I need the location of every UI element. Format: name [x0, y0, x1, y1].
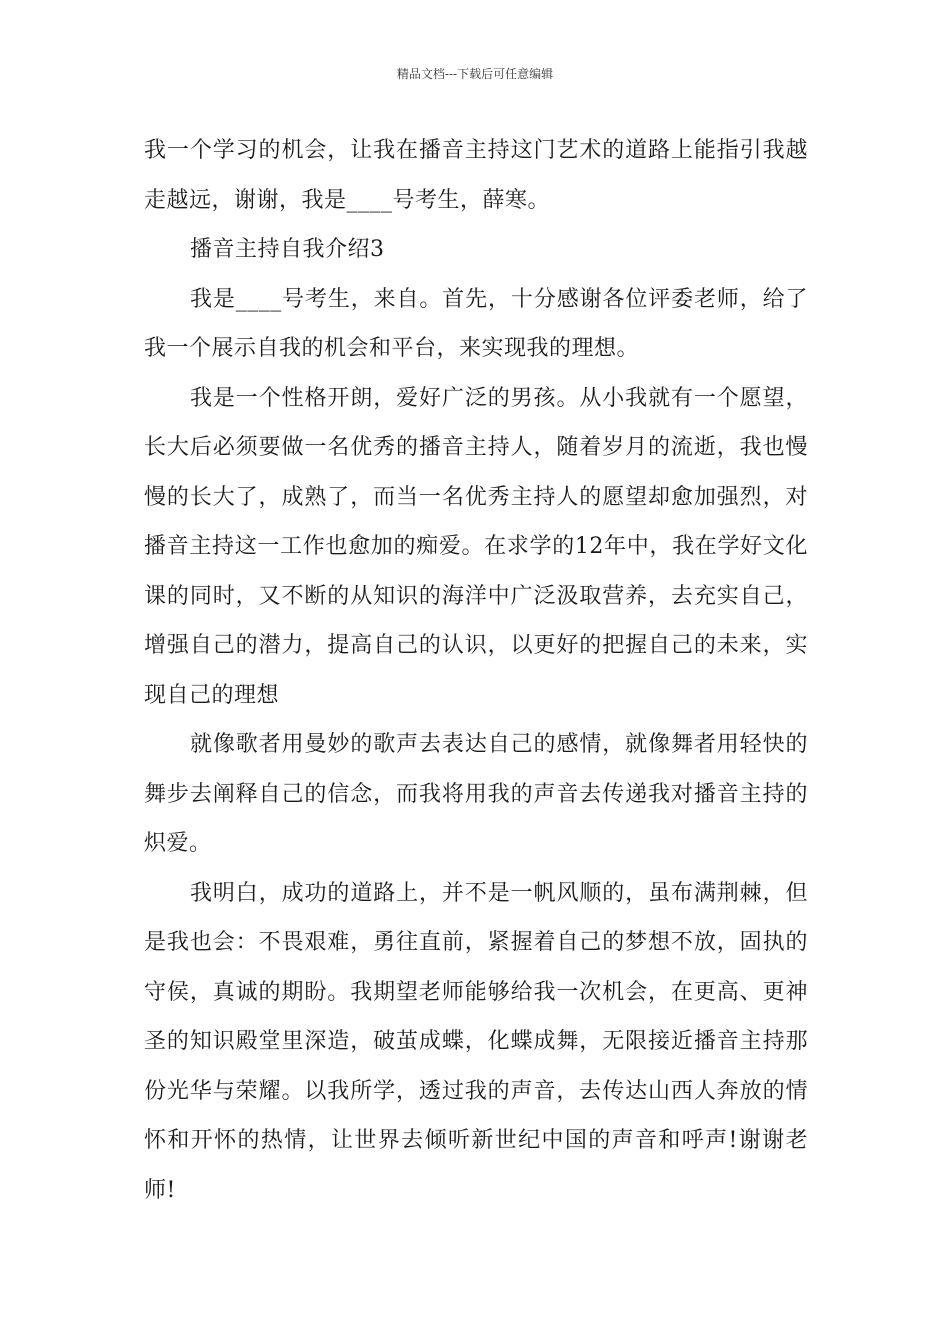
- section-heading: 播音主持自我介绍3: [190, 237, 385, 262]
- paragraph-4: 就像歌者用曼妙的歌声去表达自己的感情，就像舞者用轻快的舞步去阐释自己的信念，而我将用我的声音去传递我对播音主持的炽爱。: [144, 732, 808, 856]
- paragraph-5: 我明白，成功的道路上，并不是一帆风顺的，虽布满荆棘，但是我也会：不畏艰难，勇往直前，紧握着自己的梦想不放，固执的守侯，真诚的期盼。我期望老师能够给我一次机会，在更高、更神圣的知识殿堂里深造，破茧成蝶，化蝶成舞，无限接近播音主持那份光华与荣耀。以我所学，透过我的声音，去传达山西人奔放的情怀和开怀的热情，让世界去倾听新世纪中国的声音和呼声!谢谢老师!: [144, 880, 808, 1203]
- paragraph-1: 我一个学习的机会，让我在播音主持这门艺术的道路上能指引我越走越远，谢谢，我是____号考生，薛寒。: [144, 138, 808, 213]
- paragraph-3: 我是一个性格开朗，爱好广泛的男孩。从小我就有一个愿望，长大后必须要做一名优秀的播音主持人，随着岁月的流逝，我也慢慢的长大了，成熟了，而当一名优秀主持人的愿望却愈加强烈，对播音主持这一工作也愈加的痴爱。在求学的12年中，我在学好文化课的同时，又不断的从知识的海洋中广泛汲取营养，去充实自己，增强自己的潜力，提高自己的认识，以更好的把握自己的未来，实现自己的理想: [144, 385, 808, 708]
- page-header: 精品文档---下载后可任意编辑: [396, 67, 554, 81]
- document-body: [144, 126, 808, 1215]
- paragraph-2: 我是____号考生，来自。首先，十分感谢各位评委老师，给了我一个展示自我的机会和平台，来实现我的理想。: [144, 286, 808, 361]
